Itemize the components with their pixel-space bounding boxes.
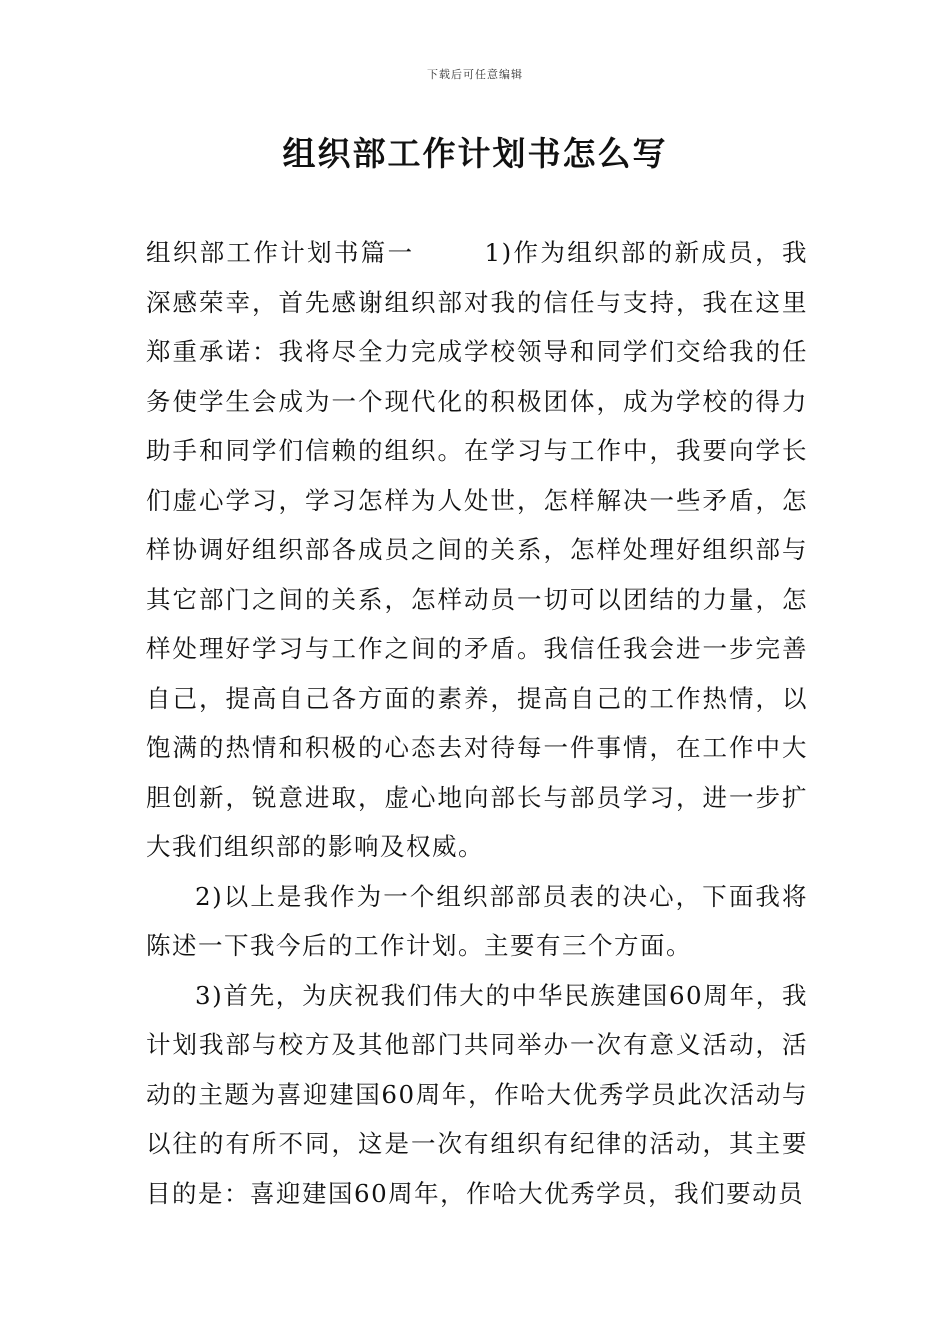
paragraph-1-text: 1)作为组织部的新成员，我深感荣幸，首先感谢组织部对我的信任与支持，我在这里郑重承诺：我将尽全力完成学校领导和同学们交给我的任务使学生会成为一个现代化的积极团体，成为学校的得力助手和同学们信赖的组织。在学习与工作中，我要向学长们虚心学习，学习怎样为人处世，怎样解决一些矛盾，怎样协调好组织部各成员之间的关系，怎样处理好组织部与其它部门之间的关系，怎样动员一切可以团结的力量，怎样处理好学习与工作之间的矛盾。我信任我会进一步完善自己，提高自己各方面的素养，提高自己的工作热情，以饱满的热情和积极的心态去对待每一件事情，在工作中大胆创新，锐意进取，虚心地向部长与部员学习，进一步扩大我们组织部的影响及权威。 <box>146 238 808 861</box>
document-title: 组织部工作计划书怎么写 <box>282 134 668 173</box>
paragraph-1 <box>146 228 808 872</box>
header-note: 下载后可任意编辑 <box>427 68 523 81</box>
document-body <box>146 228 808 1218</box>
paragraph-3: 3)首先，为庆祝我们伟大的中华民族建国60周年，我计划我部与校方及其他部门共同举办一次有意义活动，活动的主题为喜迎建国60周年，作哈大优秀学员此次活动与以往的有所不同，这是一次有组织有纪律的活动，其主要目的是：喜迎建国60周年，作哈大优秀学员，我们要动员 <box>146 980 808 1208</box>
section-label: 组织部工作计划书篇一 <box>146 238 415 267</box>
paragraph-2: 2)以上是我作为一个组织部部员表的决心，下面我将陈述一下我今后的工作计划。主要有三个方面。 <box>146 881 808 960</box>
